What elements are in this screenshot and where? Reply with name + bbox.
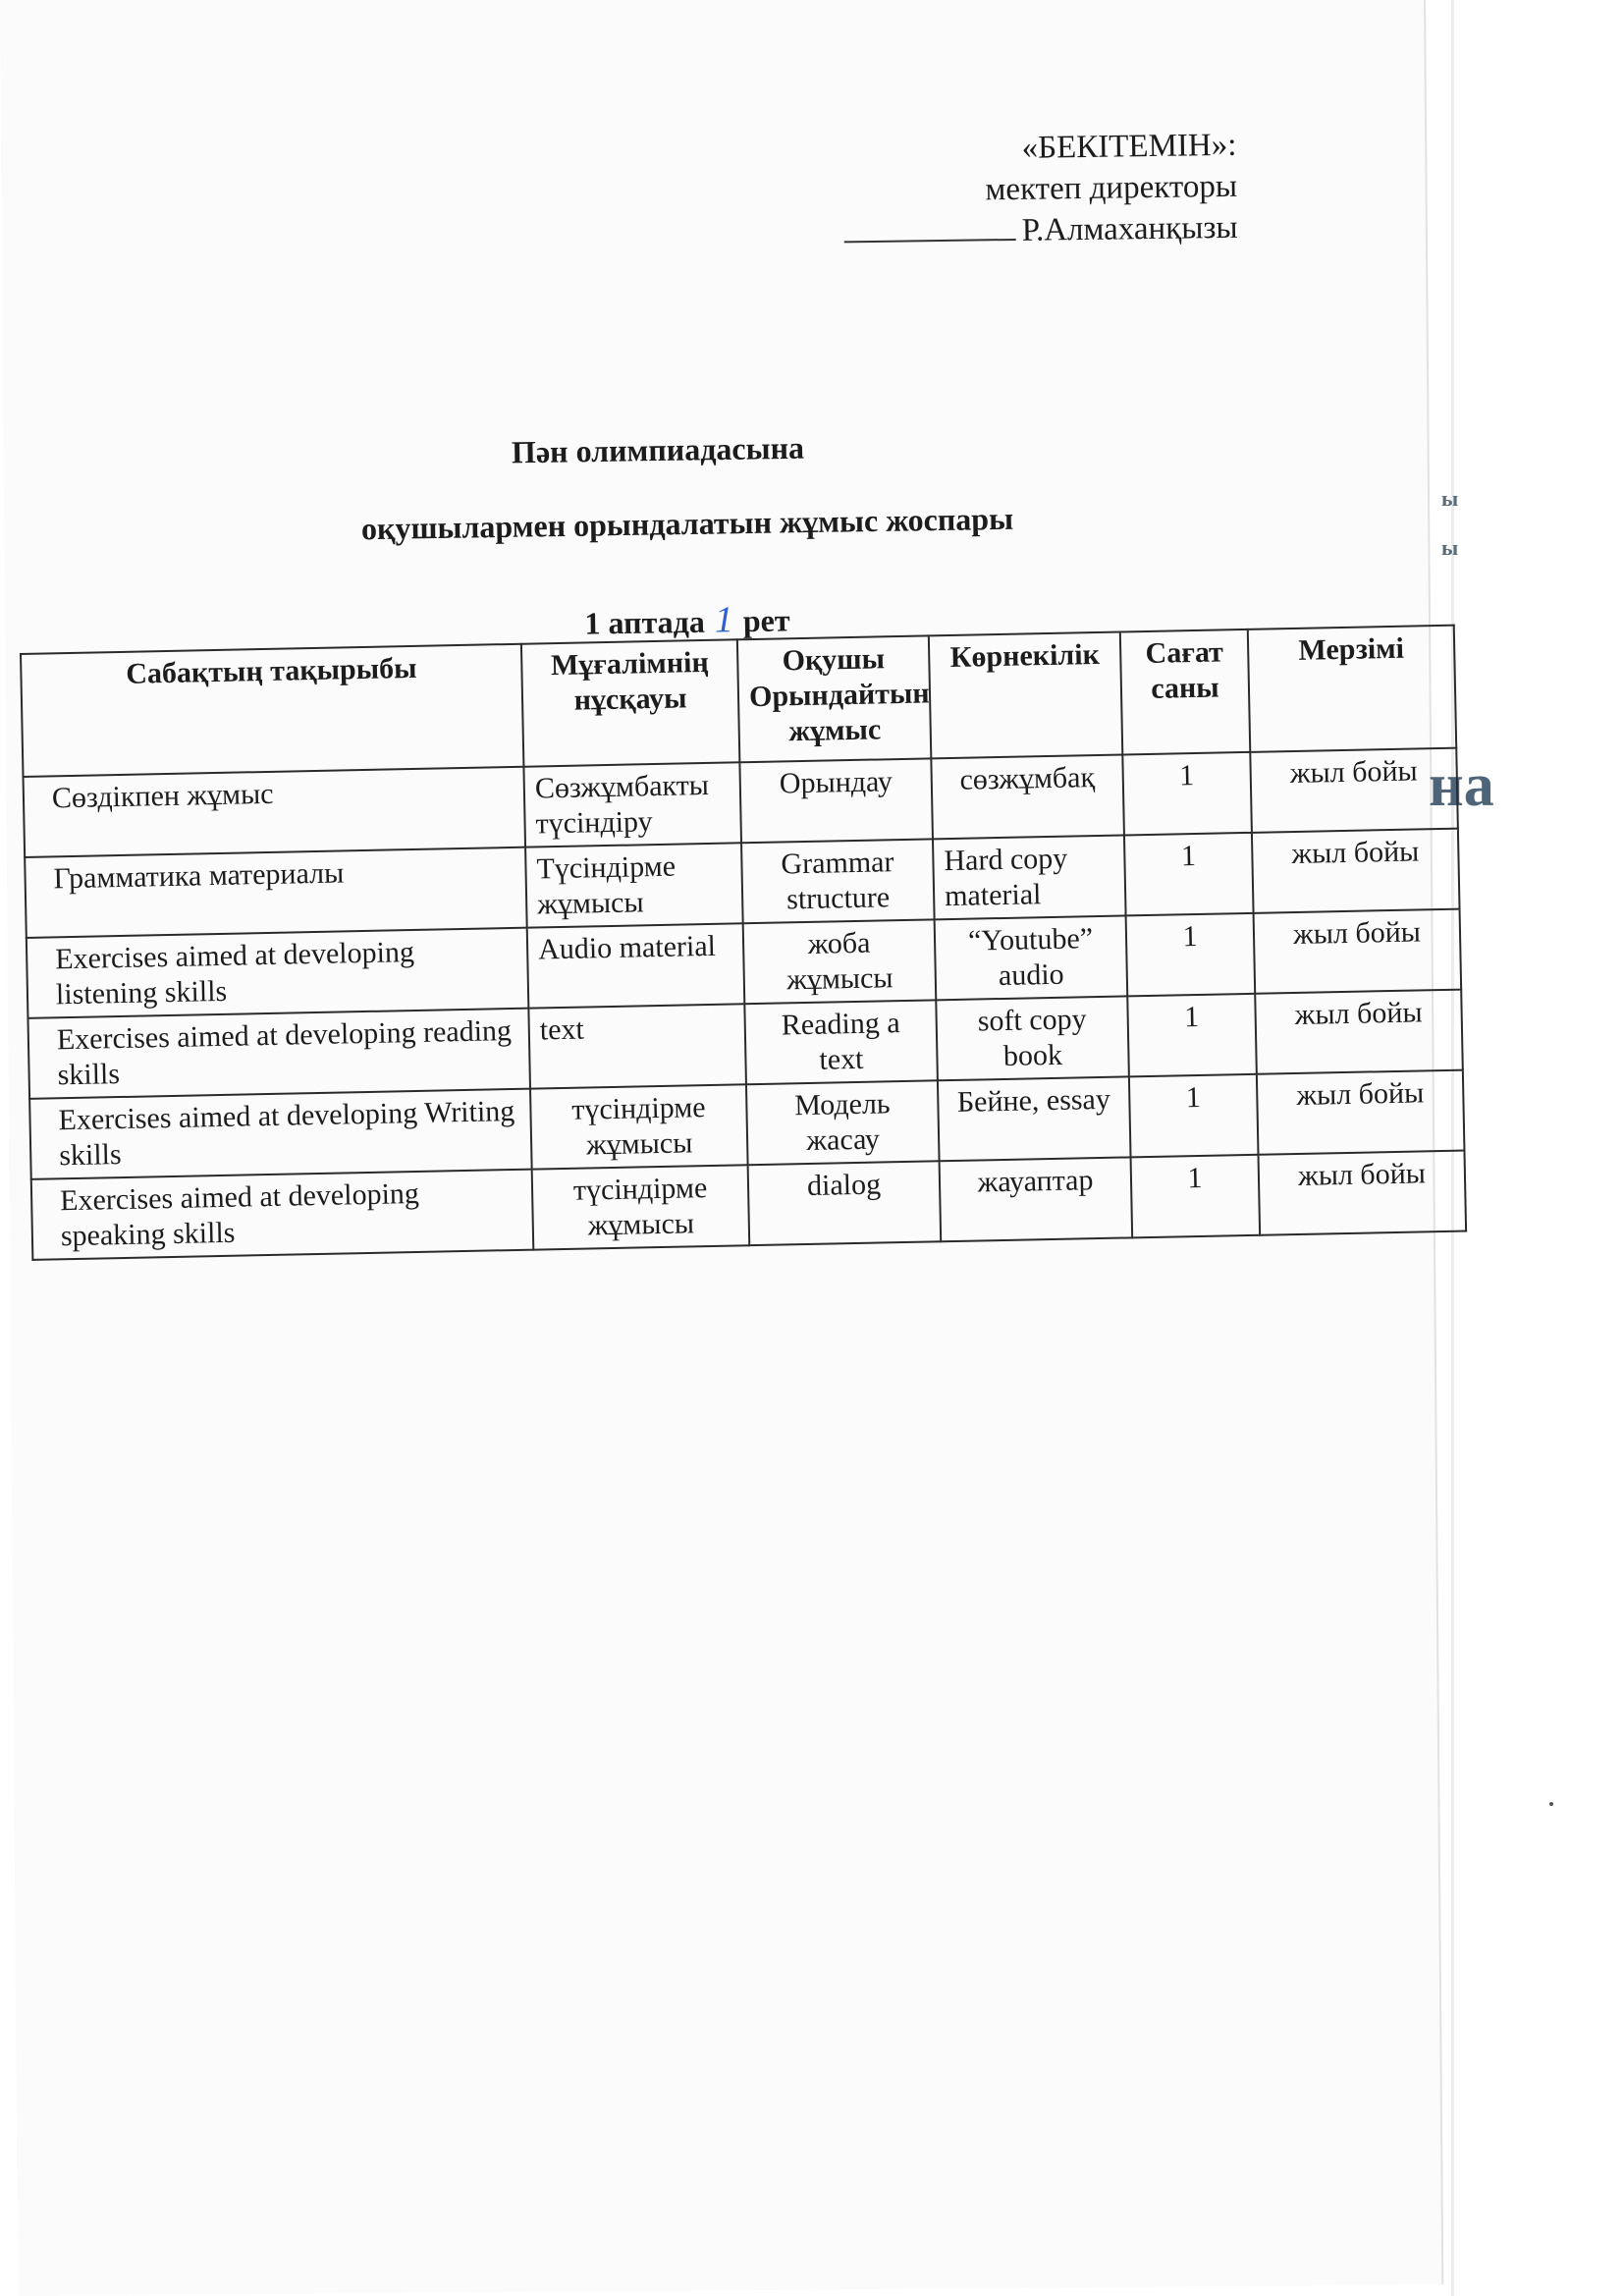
cell-instruction: Сөзжұмбакты түсіндіру	[523, 762, 741, 847]
header-visual-aids: Көрнекілік	[929, 632, 1122, 759]
scan-speck	[1549, 1802, 1553, 1806]
cell-visual-aid: сөзжұмбақ	[931, 754, 1124, 839]
cell-topic: Грамматика материалы	[25, 847, 527, 938]
cell-instruction: Түсіндірме жұмысы	[525, 843, 743, 927]
cell-student-work: жоба жұмысы	[743, 919, 937, 1004]
approval-block	[785, 125, 1238, 254]
cell-hours: 1	[1126, 913, 1256, 997]
approval-signature-line	[785, 207, 1238, 254]
header-period: Мерзімі	[1248, 626, 1456, 752]
header-hours: Сағат саны	[1120, 629, 1250, 755]
cell-period: жыл бойы	[1250, 748, 1458, 833]
cell-hours: 1	[1129, 1074, 1259, 1158]
cell-instruction: түсіндірме жұмысы	[530, 1084, 748, 1169]
title-line-1: Пән олимпиадасына	[511, 429, 805, 470]
cell-visual-aid: Бейне, essay	[938, 1076, 1131, 1161]
bleed-through-text-3: на	[1429, 752, 1494, 819]
approval-position: мектеп директоры	[985, 168, 1238, 208]
cell-topic: Exercises aimed at developing reading skills	[27, 1009, 530, 1099]
header-student-work: Оқушы Орындайтын жұмыс	[737, 635, 931, 762]
handwritten-number: 1	[714, 599, 734, 641]
signature-blank	[843, 211, 1015, 243]
cell-student-work: Grammar structure	[741, 839, 935, 923]
title-line-2: оқушылармен орындалатын жұмыс жоспары	[360, 500, 1014, 547]
plan-table	[20, 625, 1467, 1261]
header-teacher-instruction: Мұғалімнің нұсқауы	[521, 639, 739, 766]
cell-visual-aid: soft copy book	[936, 996, 1129, 1080]
cell-period: жыл бойы	[1252, 829, 1460, 913]
cell-visual-aid: “Youtube” audio	[935, 915, 1128, 1000]
frequency-suffix: рет	[742, 602, 790, 639]
cell-instruction: түсіндірме жұмысы	[532, 1165, 750, 1249]
header-topic: Сабақтың тақырыбы	[21, 644, 523, 777]
bleed-through-text-1: ы	[1441, 486, 1459, 511]
cell-period: жыл бойы	[1254, 909, 1462, 994]
cell-period: жыл бойы	[1255, 990, 1463, 1074]
cell-hours: 1	[1131, 1155, 1261, 1238]
cell-period: жыл бойы	[1259, 1151, 1467, 1235]
cell-period: жыл бойы	[1257, 1070, 1465, 1155]
frequency-prefix: 1 аптада	[584, 603, 706, 641]
cell-hours: 1	[1124, 833, 1254, 916]
cell-student-work: Reading a text	[744, 1000, 938, 1084]
cell-topic: Exercises aimed at developing speaking skills	[31, 1170, 534, 1260]
approval-stamp-label: «БЕКІТЕМІН»:	[1021, 127, 1237, 166]
cell-hours: 1	[1122, 752, 1252, 836]
cell-instruction: text	[528, 1004, 746, 1088]
cell-visual-aid: жауаптар	[940, 1157, 1133, 1241]
cell-hours: 1	[1127, 994, 1257, 1077]
approval-name: Р.Алмаханқызы	[1021, 209, 1238, 248]
cell-student-work: Модель жасау	[746, 1080, 940, 1165]
plan-table-wrapper	[20, 625, 1465, 1261]
cell-topic: Exercises aimed at developing listening skills	[27, 928, 529, 1018]
cell-student-work: Орындау	[739, 758, 933, 843]
bleed-through-text-2: ы	[1441, 535, 1459, 560]
cell-visual-aid: Hard copy material	[933, 835, 1126, 919]
cell-student-work: dialog	[748, 1161, 942, 1245]
cell-topic: Exercises aimed at developing Writing skills	[29, 1089, 532, 1179]
cell-instruction: Audio material	[527, 923, 745, 1008]
cell-topic: Сөздікпен жұмыс	[24, 767, 526, 857]
